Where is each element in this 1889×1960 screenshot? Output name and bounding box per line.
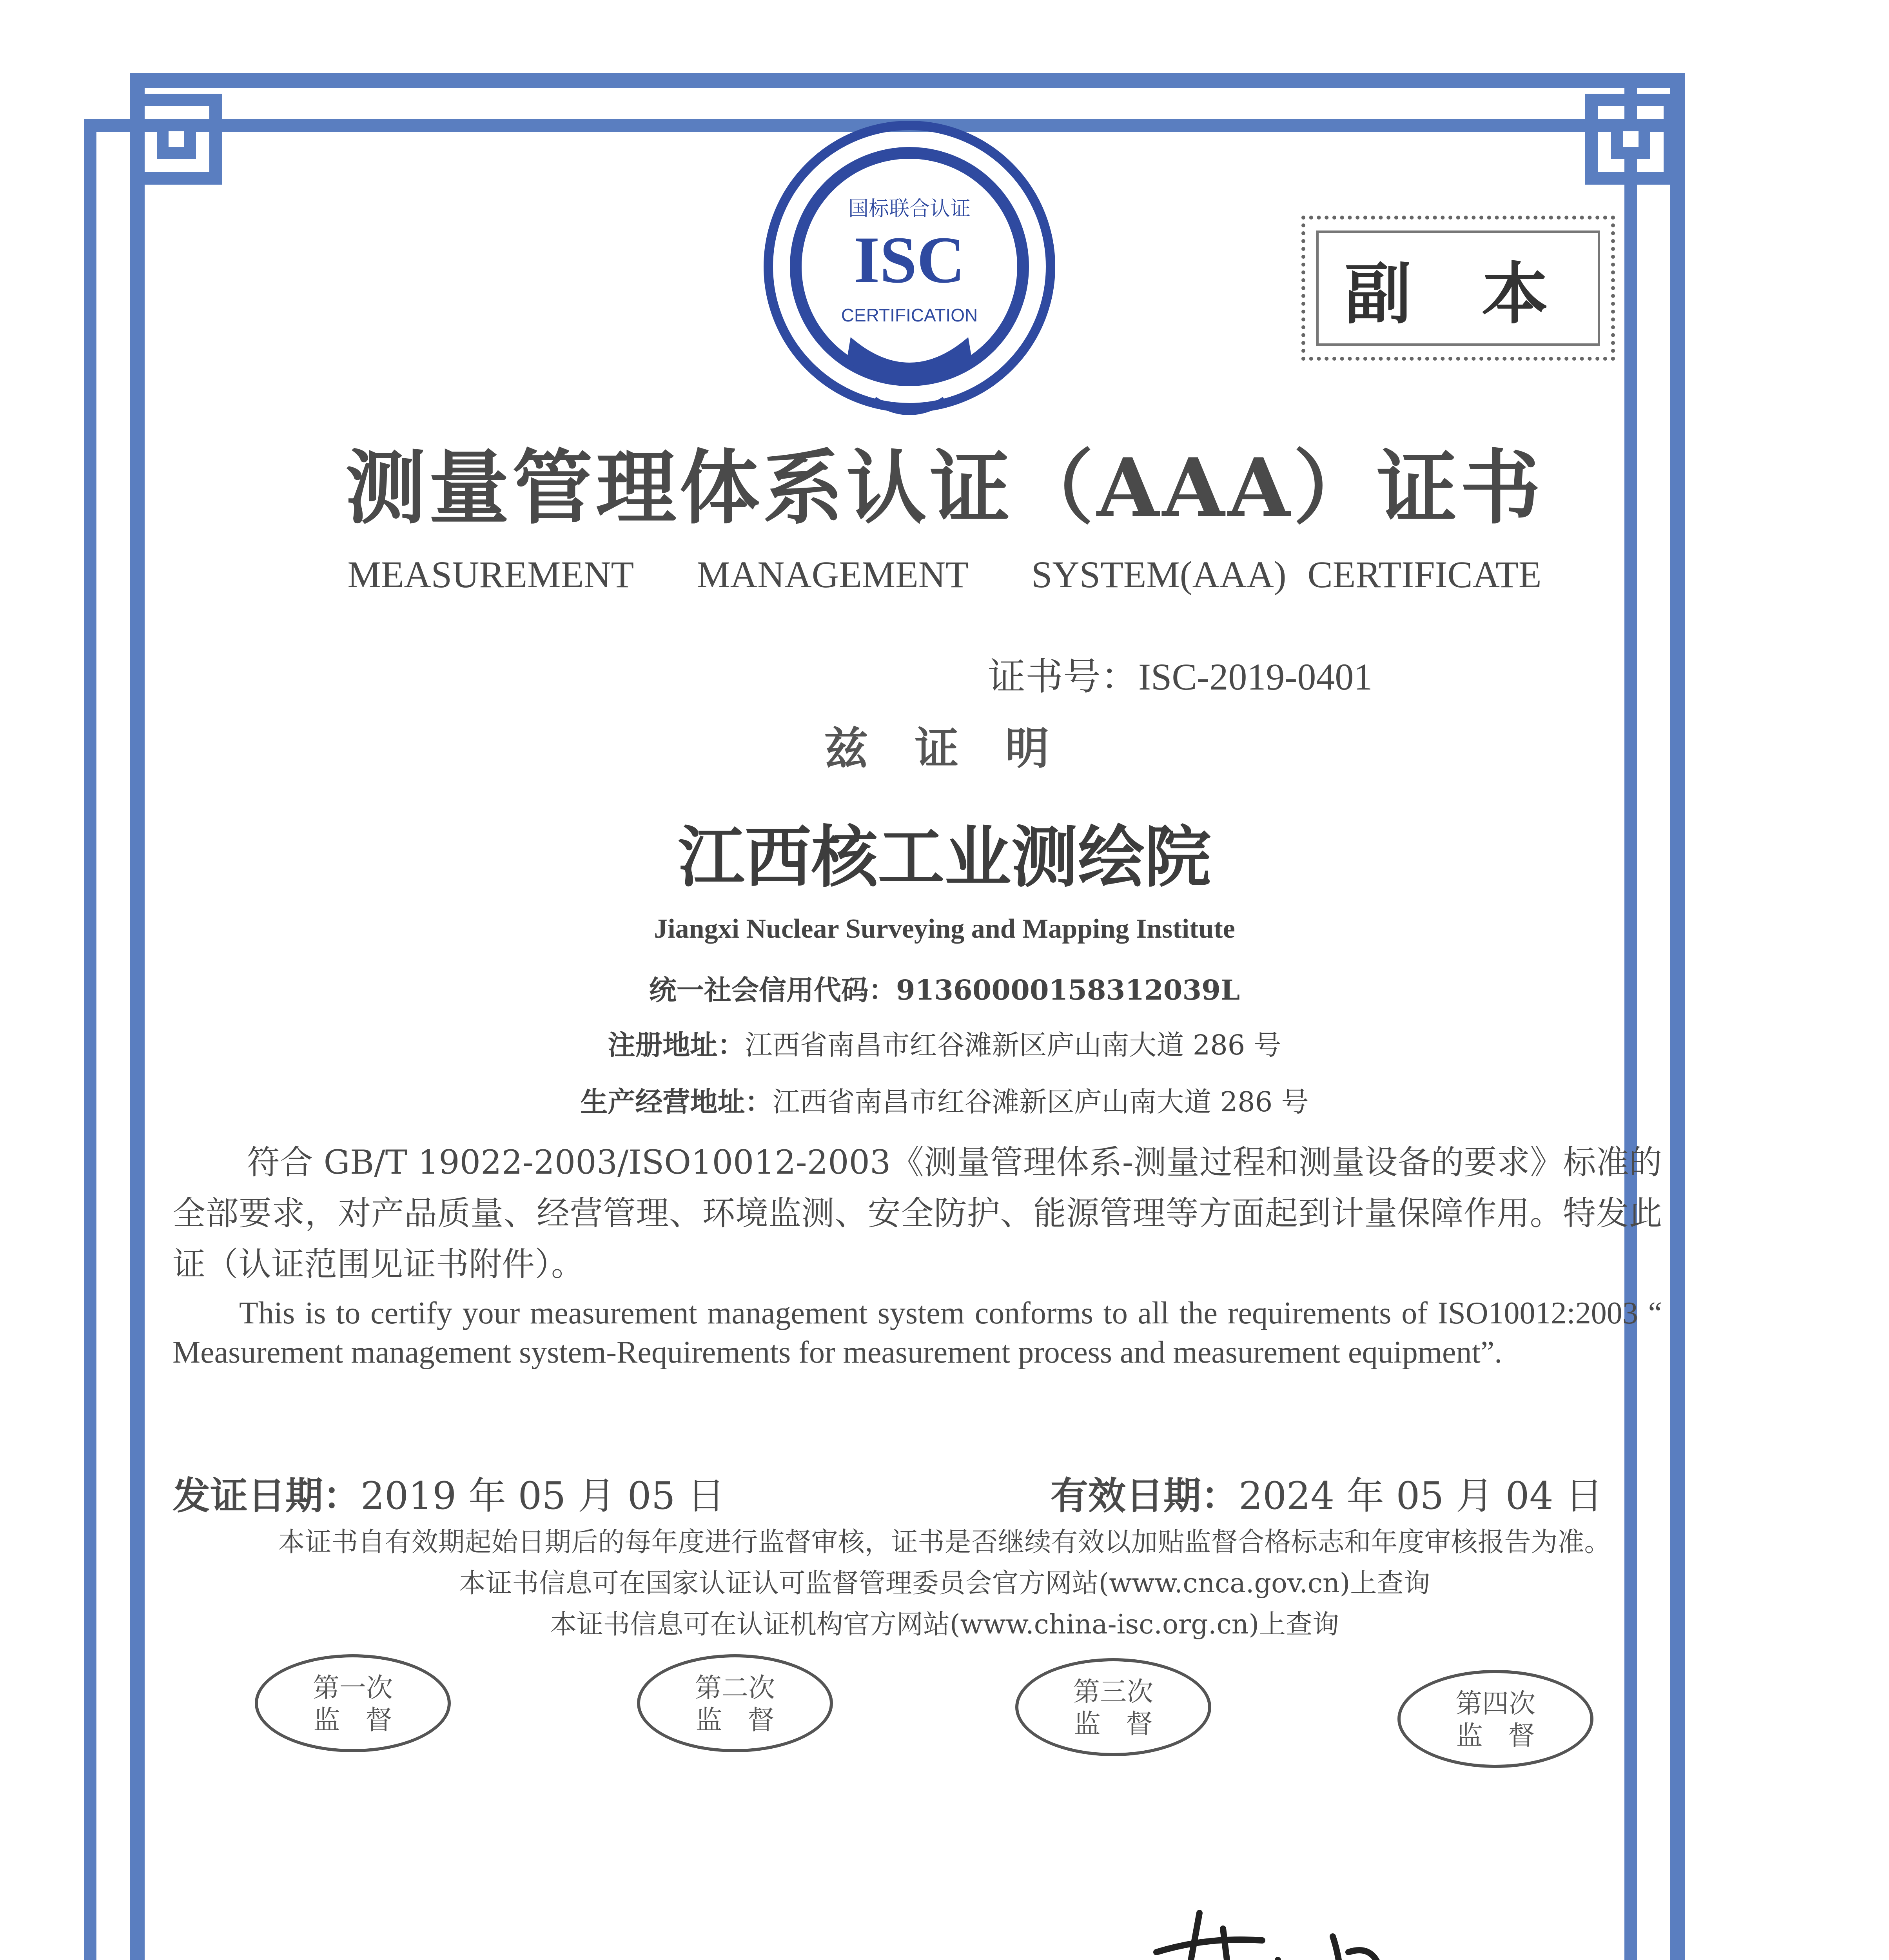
audit-stamp-2-line2: 监 督 (695, 1705, 775, 1736)
note-annual-audit: 本证书自有效期起始日期后的每年度进行监督审核，证书是否继续有效以加贴监督合格标志和年度审核报告为准。 (278, 1527, 1611, 1558)
audit-stamp-4 (1397, 1670, 1593, 1768)
audit-stamp-4-line1: 第四次 (1455, 1688, 1535, 1719)
signature (1058, 1882, 1490, 1960)
isc-logo (753, 118, 1066, 431)
audit-stamp-3-line2: 监 督 (1074, 1709, 1153, 1740)
issue-date-line (172, 1466, 725, 1520)
registered-address: 江西省南昌市红谷滩新区庐山南大道 286 号 (745, 1029, 1281, 1061)
operating-address-label: 生产经营地址： (580, 1085, 773, 1118)
audit-stamp-2-line1: 第二次 (695, 1673, 775, 1704)
operating-address: 江西省南昌市红谷滩新区庐山南大道 286 号 (772, 1086, 1309, 1118)
copy-stamp-text: 副 本 (1316, 230, 1600, 346)
issue-date-label: 发证日期： (172, 1474, 361, 1518)
audit-stamp-4-line2: 监 督 (1456, 1720, 1535, 1751)
credit-code-line (0, 968, 1889, 1008)
registered-address-line (0, 1023, 1889, 1063)
audit-stamp-1-line2: 监 督 (313, 1705, 392, 1736)
valid-date-line (1051, 1466, 1603, 1520)
note-isc-query: 本证书信息可在认证机构官方网站(www.china-isc.org.cn)上查询 (550, 1609, 1339, 1640)
audit-stamp-3 (1015, 1658, 1211, 1756)
logo-acronym: ISC (854, 223, 965, 297)
organization-name-cn: 江西核工业测绘院 (678, 818, 1211, 897)
certificate-number: 证书号：ISC-2019-0401 (988, 656, 1373, 698)
copy-stamp (1301, 216, 1615, 361)
issue-date: 2019 年 05 月 05 日 (361, 1474, 725, 1518)
audit-stamp-3-line1: 第三次 (1073, 1677, 1153, 1708)
organization-name-en: Jiangxi Nuclear Surveying and Mapping Institute (654, 914, 1235, 944)
conformity-statement-en: This is to certify your measurement management system conforms to all the requirements of ISO10012:2003 “ Measurement management system-Requirements for measurement process and measurement equipment”. (172, 1296, 1662, 1370)
registered-address-label: 注册地址： (608, 1029, 745, 1061)
logo-arc-text: CERTIFICATION (841, 305, 978, 325)
valid-date-label: 有效日期： (1051, 1474, 1239, 1518)
credit-code-label: 统一社会信用代码： (649, 974, 896, 1006)
valid-date: 2024 年 05 月 04 日 (1239, 1474, 1603, 1518)
conformity-statement-cn: 符合 GB/T 19022-2003/ISO10012-2003《测量管理体系-测量过程和测量设备的要求》标准的全部要求，对产品质量、经营管理、环境监测、安全防护、能源管理等方面起到计量保障作用。特发此证（认证范围见证书附件）。 (172, 1143, 1662, 1283)
credit-code: 913600001583120​39L (896, 974, 1240, 1006)
logo-ring-text: 国标联合认证 (848, 197, 971, 221)
audit-stamp-1-line1: 第一次 (312, 1673, 393, 1704)
certificate-title-en: MEASUREMENT MANAGEMENT SYSTEM(AAA) CERTIFICATE (347, 554, 1542, 595)
operating-address-line (0, 1080, 1889, 1120)
certificate-title-cn: 测量管理体系认证（AAA）证书 (345, 441, 1544, 535)
hereby-certify: 兹 证 明 (824, 723, 1065, 774)
audit-stamp-2 (637, 1654, 833, 1752)
note-cnca-query: 本证书信息可在国家认证认可监督管理委员会官方网站(www.cnca.gov.cn)上查询 (459, 1568, 1430, 1599)
audit-stamp-1 (255, 1654, 451, 1752)
